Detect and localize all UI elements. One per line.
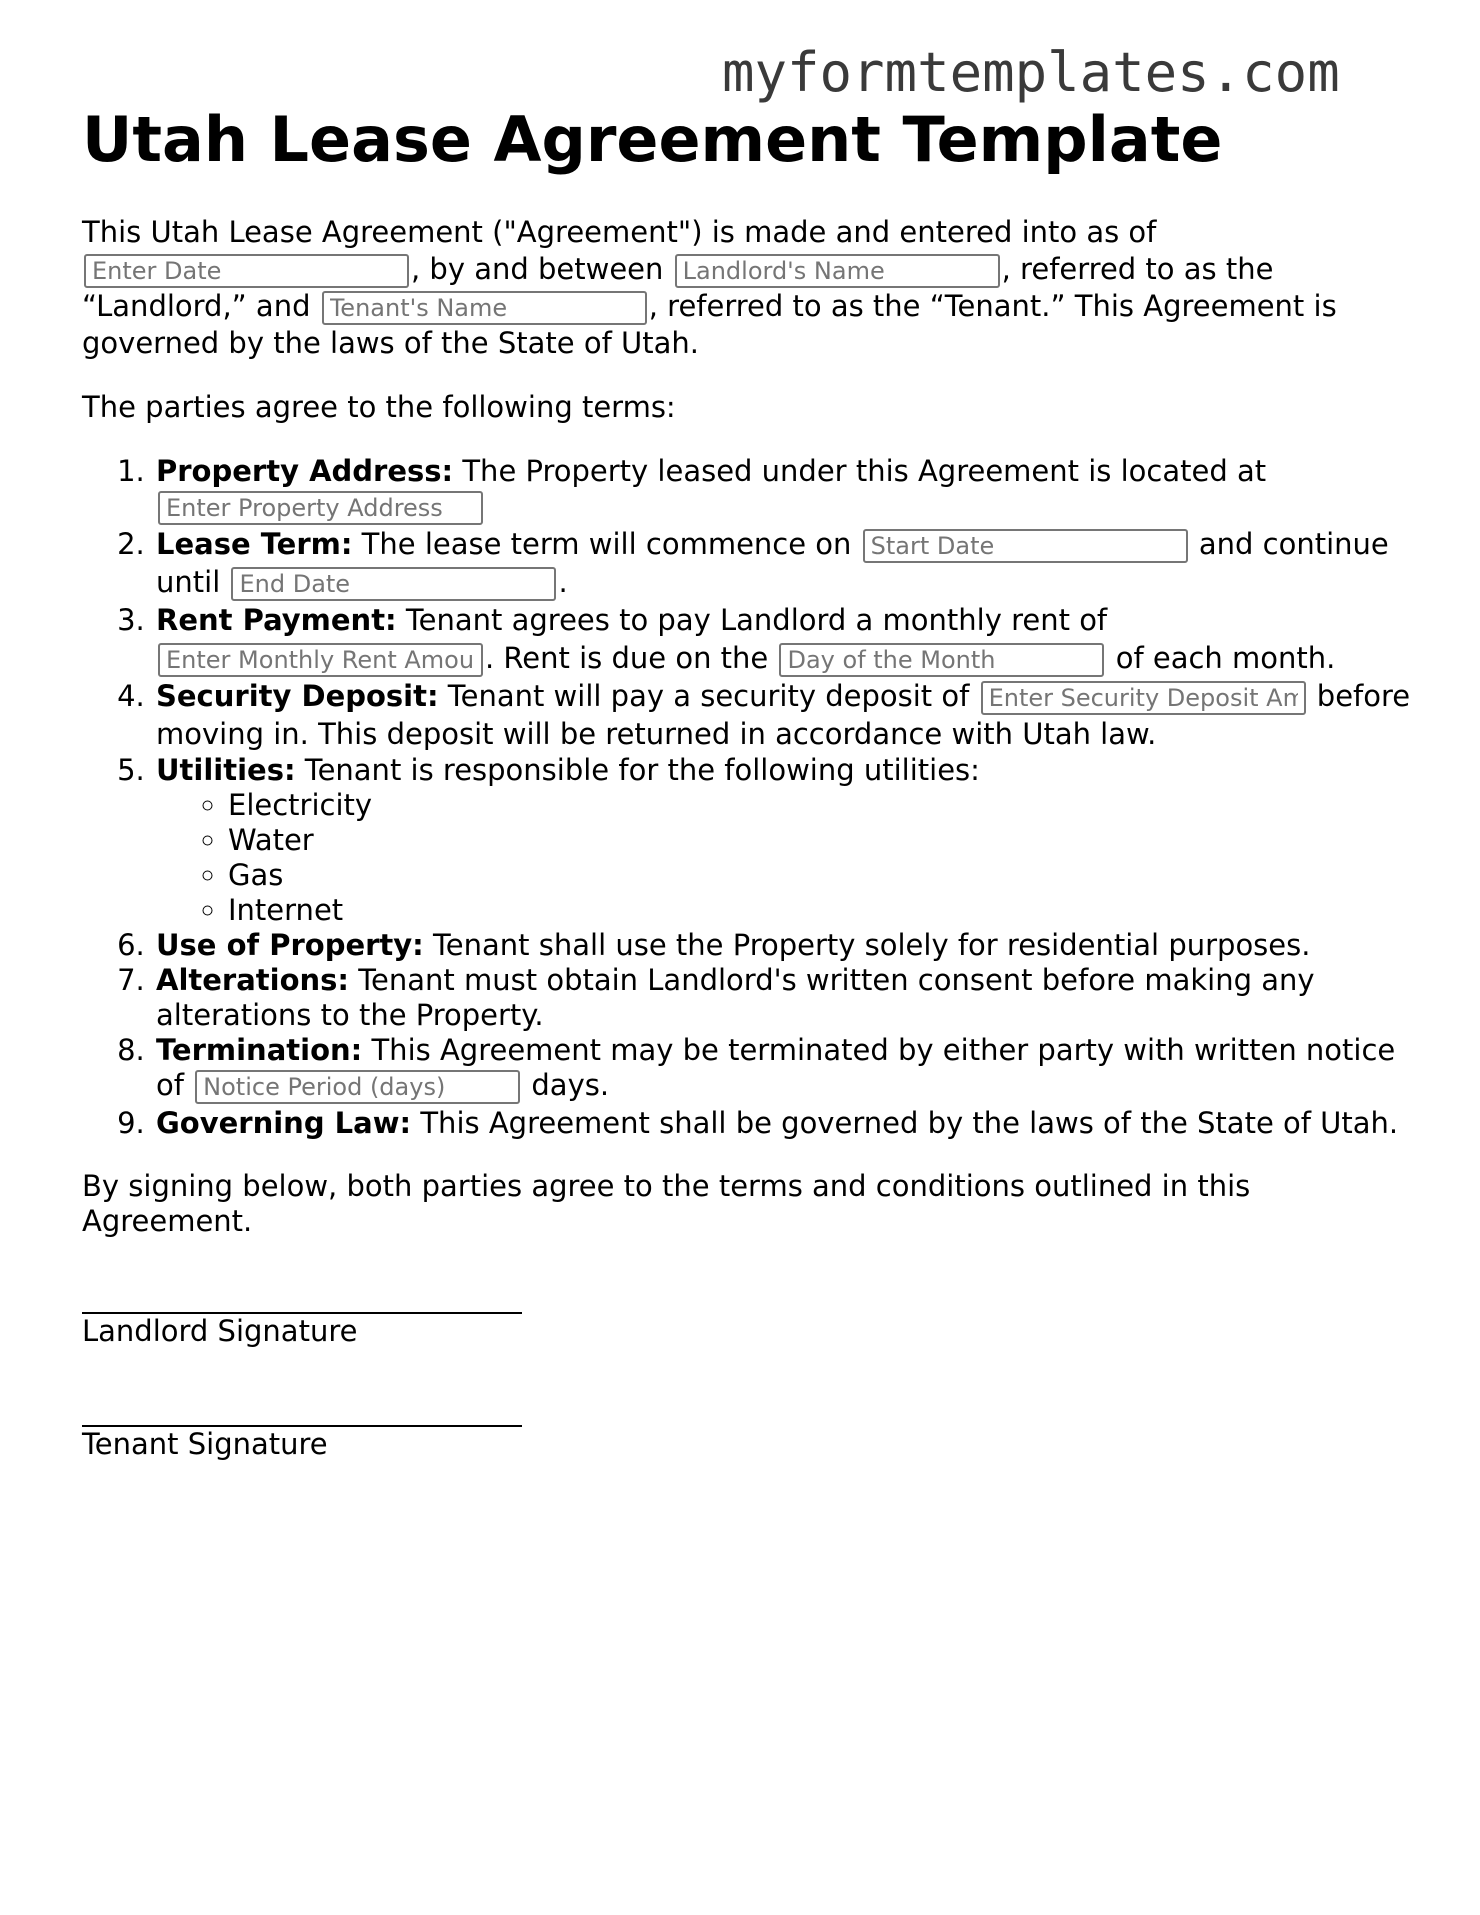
terms-intro: The parties agree to the following terms:	[82, 390, 676, 424]
term-alterations	[154, 963, 1412, 1033]
page-title: Utah Lease Agreement Template	[82, 103, 1223, 176]
utility-item: ◦ Water	[228, 823, 1412, 858]
lease-document	[82, 100, 1412, 1462]
watermark: myformtemplates.com	[722, 41, 1340, 104]
rent-due-day-input[interactable]	[779, 643, 1104, 677]
term-text: Tenant agrees to pay Landlord a monthly rent of	[396, 603, 1108, 637]
term-lease-term	[154, 525, 1412, 601]
term-text: and continue until	[156, 527, 1389, 599]
utility-item: ◦ Electricity	[228, 788, 1412, 823]
term-text: The Property leased under this Agreement is located at	[453, 454, 1267, 488]
intro-paragraph	[82, 214, 1412, 362]
landlord-signature-label: Landlord Signature	[82, 1314, 358, 1348]
term-text: .	[558, 565, 568, 599]
intro-text-2: , by and between	[411, 252, 673, 286]
tenant-signature-label: Tenant Signature	[82, 1427, 328, 1461]
terms-list	[82, 454, 1412, 1142]
term-text: The lease term will commence on	[352, 527, 861, 561]
property-address-input[interactable]	[158, 491, 483, 525]
term-label: Alterations:	[156, 963, 350, 997]
tenant-name-input[interactable]	[322, 291, 647, 325]
term-text: days.	[522, 1068, 610, 1102]
term-text: Tenant will pay a security deposit of	[438, 679, 979, 713]
term-utilities	[154, 753, 1412, 928]
utility-item: ◦ Internet	[228, 893, 1412, 928]
term-governing-law	[154, 1104, 1412, 1142]
tenant-signature-line[interactable]	[82, 1397, 522, 1427]
term-text: Tenant must obtain Landlord's written consent before making any alterations to the Property.	[156, 963, 1315, 1032]
agreement-date-input[interactable]	[84, 254, 409, 288]
term-label: Lease Term:	[156, 527, 353, 561]
utilities-list	[156, 788, 1412, 928]
term-label: Security Deposit:	[156, 679, 439, 713]
term-rent-payment	[154, 601, 1412, 677]
intro-text-4: , referred to as the “Tenant.” This Agreement is governed by the laws of the State of Utah.	[82, 289, 1337, 360]
end-date-input[interactable]	[231, 567, 556, 601]
tenant-signature-block	[82, 1397, 1412, 1462]
notice-period-input[interactable]	[195, 1070, 520, 1104]
term-use-of-property	[154, 928, 1412, 963]
term-security-deposit	[154, 677, 1412, 753]
landlord-name-input[interactable]	[675, 254, 1000, 288]
term-label: Property Address:	[156, 454, 454, 488]
intro-text-1: This Utah Lease Agreement ("Agreement") is made and entered into as of	[82, 215, 1157, 249]
term-label: Utilities:	[156, 753, 296, 787]
term-text: Tenant shall use the Property solely for residential purposes.	[423, 928, 1311, 962]
term-label: Governing Law:	[156, 1106, 412, 1140]
closing-paragraph: By signing below, both parties agree to the terms and conditions outlined in this Agreement.	[82, 1169, 1251, 1238]
term-text: of each month.	[1106, 641, 1336, 675]
intro-text-3: , referred to as the “Landlord,” and	[82, 252, 1274, 323]
landlord-signature-block	[82, 1284, 1412, 1349]
security-deposit-input[interactable]	[981, 681, 1306, 715]
term-property-address	[154, 454, 1412, 525]
term-text: This Agreement shall be governed by the laws of the State of Utah.	[411, 1106, 1399, 1140]
utility-item: ◦ Gas	[228, 858, 1412, 893]
term-termination	[154, 1033, 1412, 1104]
term-text: before moving in. This deposit will be returned in accordance with Utah law.	[156, 679, 1411, 751]
term-label: Use of Property:	[156, 928, 424, 962]
term-label: Rent Payment:	[156, 603, 397, 637]
term-text: Tenant is responsible for the following utilities:	[295, 753, 980, 787]
term-text: This Agreement may be terminated by either party with written notice of	[156, 1033, 1396, 1102]
landlord-signature-line[interactable]	[82, 1284, 522, 1314]
term-text: . Rent is due on the	[485, 641, 778, 675]
term-label: Termination:	[156, 1033, 363, 1067]
start-date-input[interactable]	[863, 529, 1188, 563]
monthly-rent-input[interactable]	[158, 643, 483, 677]
